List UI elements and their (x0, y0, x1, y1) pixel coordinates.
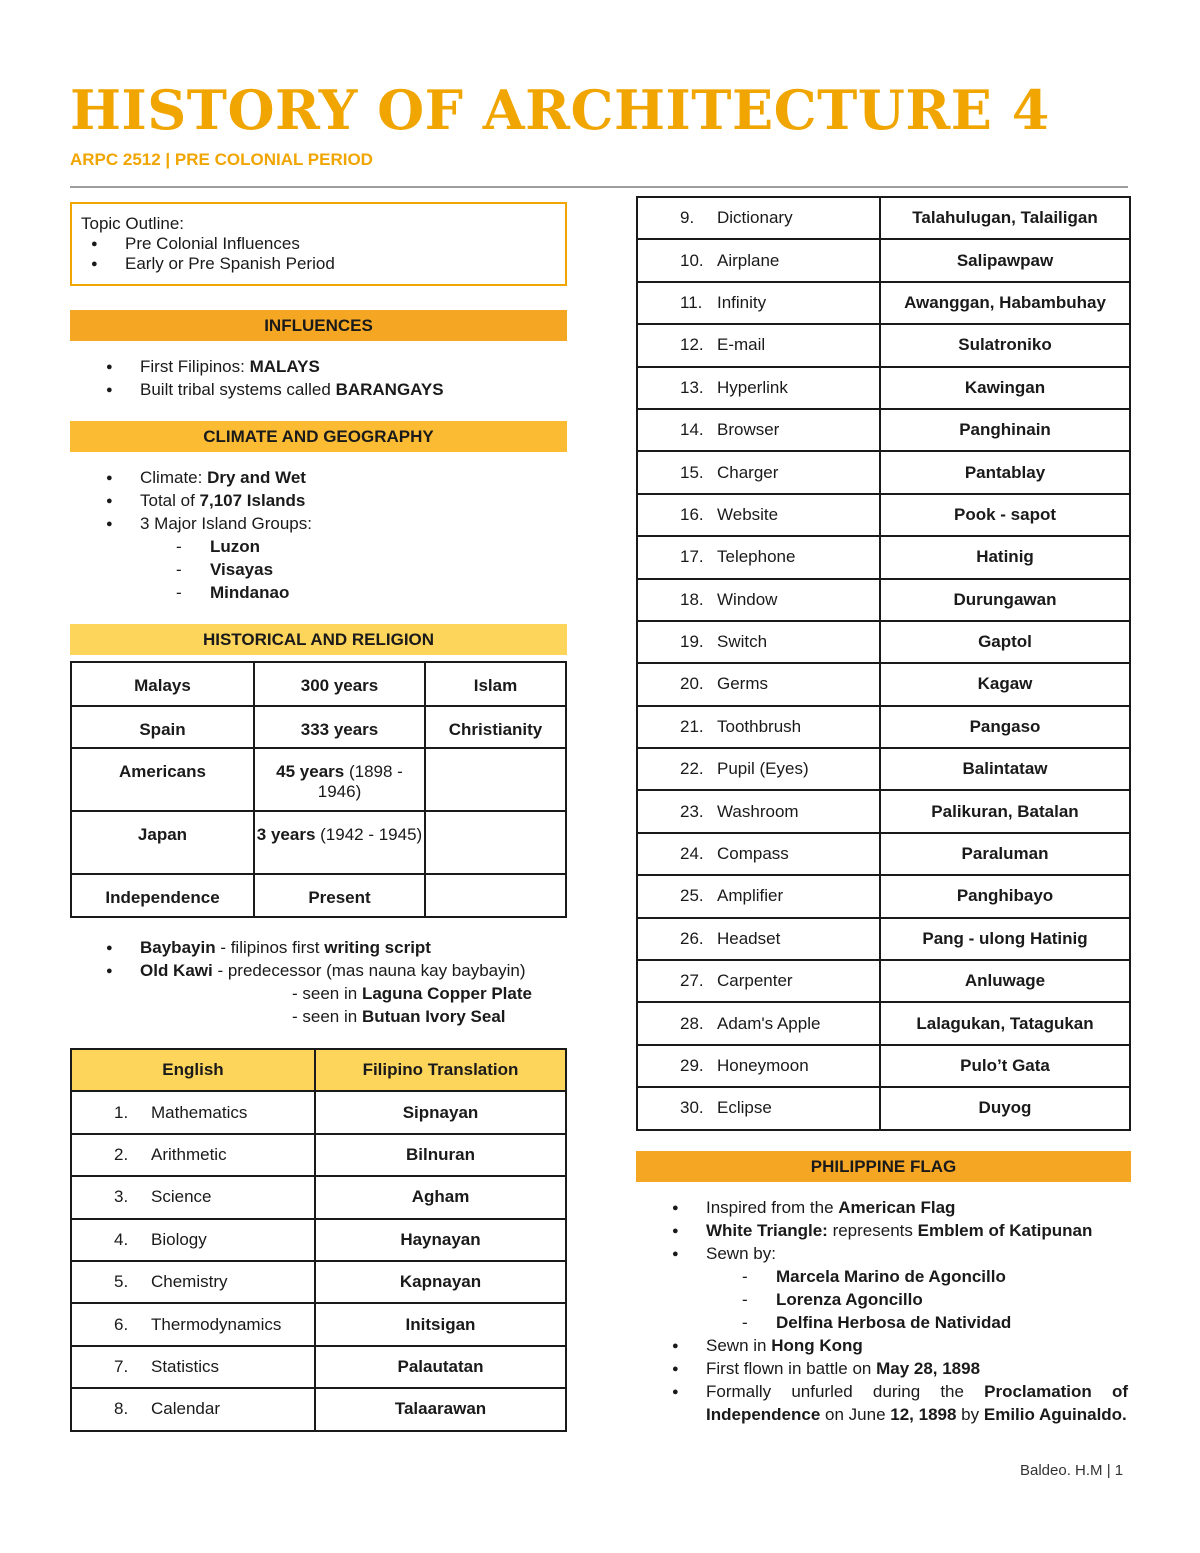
table-row: 30. Eclipse Duyog (637, 1087, 1130, 1129)
header-divider (70, 186, 1128, 188)
list-item: - Luzon (210, 535, 567, 558)
table-row: 21. Toothbrush Pangaso (637, 706, 1130, 748)
right-column (636, 196, 1131, 1426)
list-item: ● Inspired from the American Flag (706, 1196, 1128, 1219)
list-item: ● Early or Pre Spanish Period (125, 254, 556, 274)
list-item: ● Old Kawi - predecessor (mas nauna kay baybayin) - seen in Laguna Copper Plate - seen in Butuan Ivory Seal (140, 959, 567, 1028)
table-row: 9. Dictionary Talahulugan, Talailigan (637, 197, 1130, 239)
table-row: 6. Thermodynamics Initsigan (71, 1303, 566, 1345)
topic-outline-list (81, 234, 556, 274)
list-item: - Visayas (210, 558, 567, 581)
table-row: Americans 45 years (1898 - 1946) (71, 748, 566, 811)
list-item: ● First flown in battle on May 28, 1898 (706, 1357, 1128, 1380)
table-row: Japan 3 years (1942 - 1945) (71, 811, 566, 874)
table-row: 4. Biology Haynayan (71, 1219, 566, 1261)
table-row: 1. Mathematics Sipnayan (71, 1091, 566, 1133)
table-row: 17. Telephone Hatinig (637, 536, 1130, 578)
island-groups-list (140, 535, 567, 604)
list-item: ● Total of 7,107 Islands (140, 489, 567, 512)
table-row: 3. Science Agham (71, 1176, 566, 1218)
table-row: Malays 300 years Islam (71, 662, 566, 706)
history-table (70, 661, 567, 918)
table-row: 2. Arithmetic Bilnuran (71, 1134, 566, 1176)
page-title: HISTORY OF ARCHITECTURE 4 (70, 78, 1050, 142)
kawi-seen-2: - seen in Butuan Ivory Seal (292, 1007, 506, 1026)
page-subtitle: ARPC 2512 | PRE COLONIAL PERIOD (70, 150, 373, 169)
table-row: 16. Website Pook - sapot (637, 494, 1130, 536)
list-item: ● White Triangle: represents Emblem of Katipunan (706, 1219, 1128, 1242)
list-item: ● Pre Colonial Influences (125, 234, 556, 254)
table-row: 5. Chemistry Kapnayan (71, 1261, 566, 1303)
climate-heading: CLIMATE AND GEOGRAPHY (70, 421, 567, 452)
list-item: ● First Filipinos: MALAYS (140, 355, 567, 378)
history-heading: HISTORICAL AND RELIGION (70, 624, 567, 655)
table-row: 20. Germs Kagaw (637, 663, 1130, 705)
table-row: 24. Compass Paraluman (637, 833, 1130, 875)
left-column (70, 202, 567, 1432)
influences-list (70, 355, 567, 401)
list-item: - Marcela Marino de Agoncillo (776, 1265, 1128, 1288)
scripts-list (70, 936, 567, 1028)
table-row: 12. E-mail Sulatroniko (637, 324, 1130, 366)
table-row: 29. Honeymoon Pulo’t Gata (637, 1045, 1130, 1087)
table-row: 18. Window Durungawan (637, 579, 1130, 621)
flag-list (636, 1196, 1128, 1426)
table-row: 27. Carpenter Anluwage (637, 960, 1130, 1002)
topic-outline-label: Topic Outline: (81, 214, 184, 233)
table-row: Spain 333 years Christianity (71, 706, 566, 748)
table-row: 15. Charger Pantablay (637, 451, 1130, 493)
list-item: ● Sewn in Hong Kong (706, 1334, 1128, 1357)
page-footer: Baldeo. H.M | 1 (1020, 1462, 1124, 1479)
list-item: ● Built tribal systems called BARANGAYS (140, 378, 567, 401)
kawi-seen-1: - seen in Laguna Copper Plate (292, 984, 532, 1003)
list-item: ● 3 Major Island Groups: - Luzon - Visayas - Mindanao (140, 512, 567, 604)
table-row: Independence Present (71, 874, 566, 917)
table-row: 22. Pupil (Eyes) Balintataw (637, 748, 1130, 790)
vocabulary-table-right (636, 196, 1131, 1131)
table-row: 11. Infinity Awanggan, Habambuhay (637, 282, 1130, 324)
table-row: 19. Switch Gaptol (637, 621, 1130, 663)
list-item: ● Formally unfurled during the Proclamation of Independence on June 12, 1898 by Emilio Aguinaldo. (706, 1380, 1128, 1426)
list-item: ● Sewn by: - Marcela Marino de Agoncillo - Lorenza Agoncillo - Delfina Herbosa de Natividad (706, 1242, 1128, 1334)
table-header-row: English Filipino Translation (71, 1049, 566, 1091)
table-row: 13. Hyperlink Kawingan (637, 367, 1130, 409)
list-item: - Mindanao (210, 581, 567, 604)
flag-heading: PHILIPPINE FLAG (636, 1151, 1131, 1182)
table-row: 25. Amplifier Panghibayo (637, 875, 1130, 917)
list-item: ● Baybayin - filipinos first writing script (140, 936, 567, 959)
table-row: 28. Adam's Apple Lalagukan, Tatagukan (637, 1002, 1130, 1044)
topic-outline-box (70, 202, 567, 286)
influences-heading: INFLUENCES (70, 310, 567, 341)
table-row: 7. Statistics Palautatan (71, 1346, 566, 1388)
table-row: 8. Calendar Talaarawan (71, 1388, 566, 1430)
table-row: 26. Headset Pang - ulong Hatinig (637, 918, 1130, 960)
vocabulary-table-left (70, 1048, 567, 1432)
table-row: 14. Browser Panghinain (637, 409, 1130, 451)
list-item: ● Climate: Dry and Wet (140, 466, 567, 489)
sewers-list (706, 1265, 1128, 1334)
table-row: 23. Washroom Palikuran, Batalan (637, 790, 1130, 832)
list-item: - Lorenza Agoncillo (776, 1288, 1128, 1311)
list-item: - Delfina Herbosa de Natividad (776, 1311, 1128, 1334)
table-row: 10. Airplane Salipawpaw (637, 239, 1130, 281)
climate-list (70, 466, 567, 604)
